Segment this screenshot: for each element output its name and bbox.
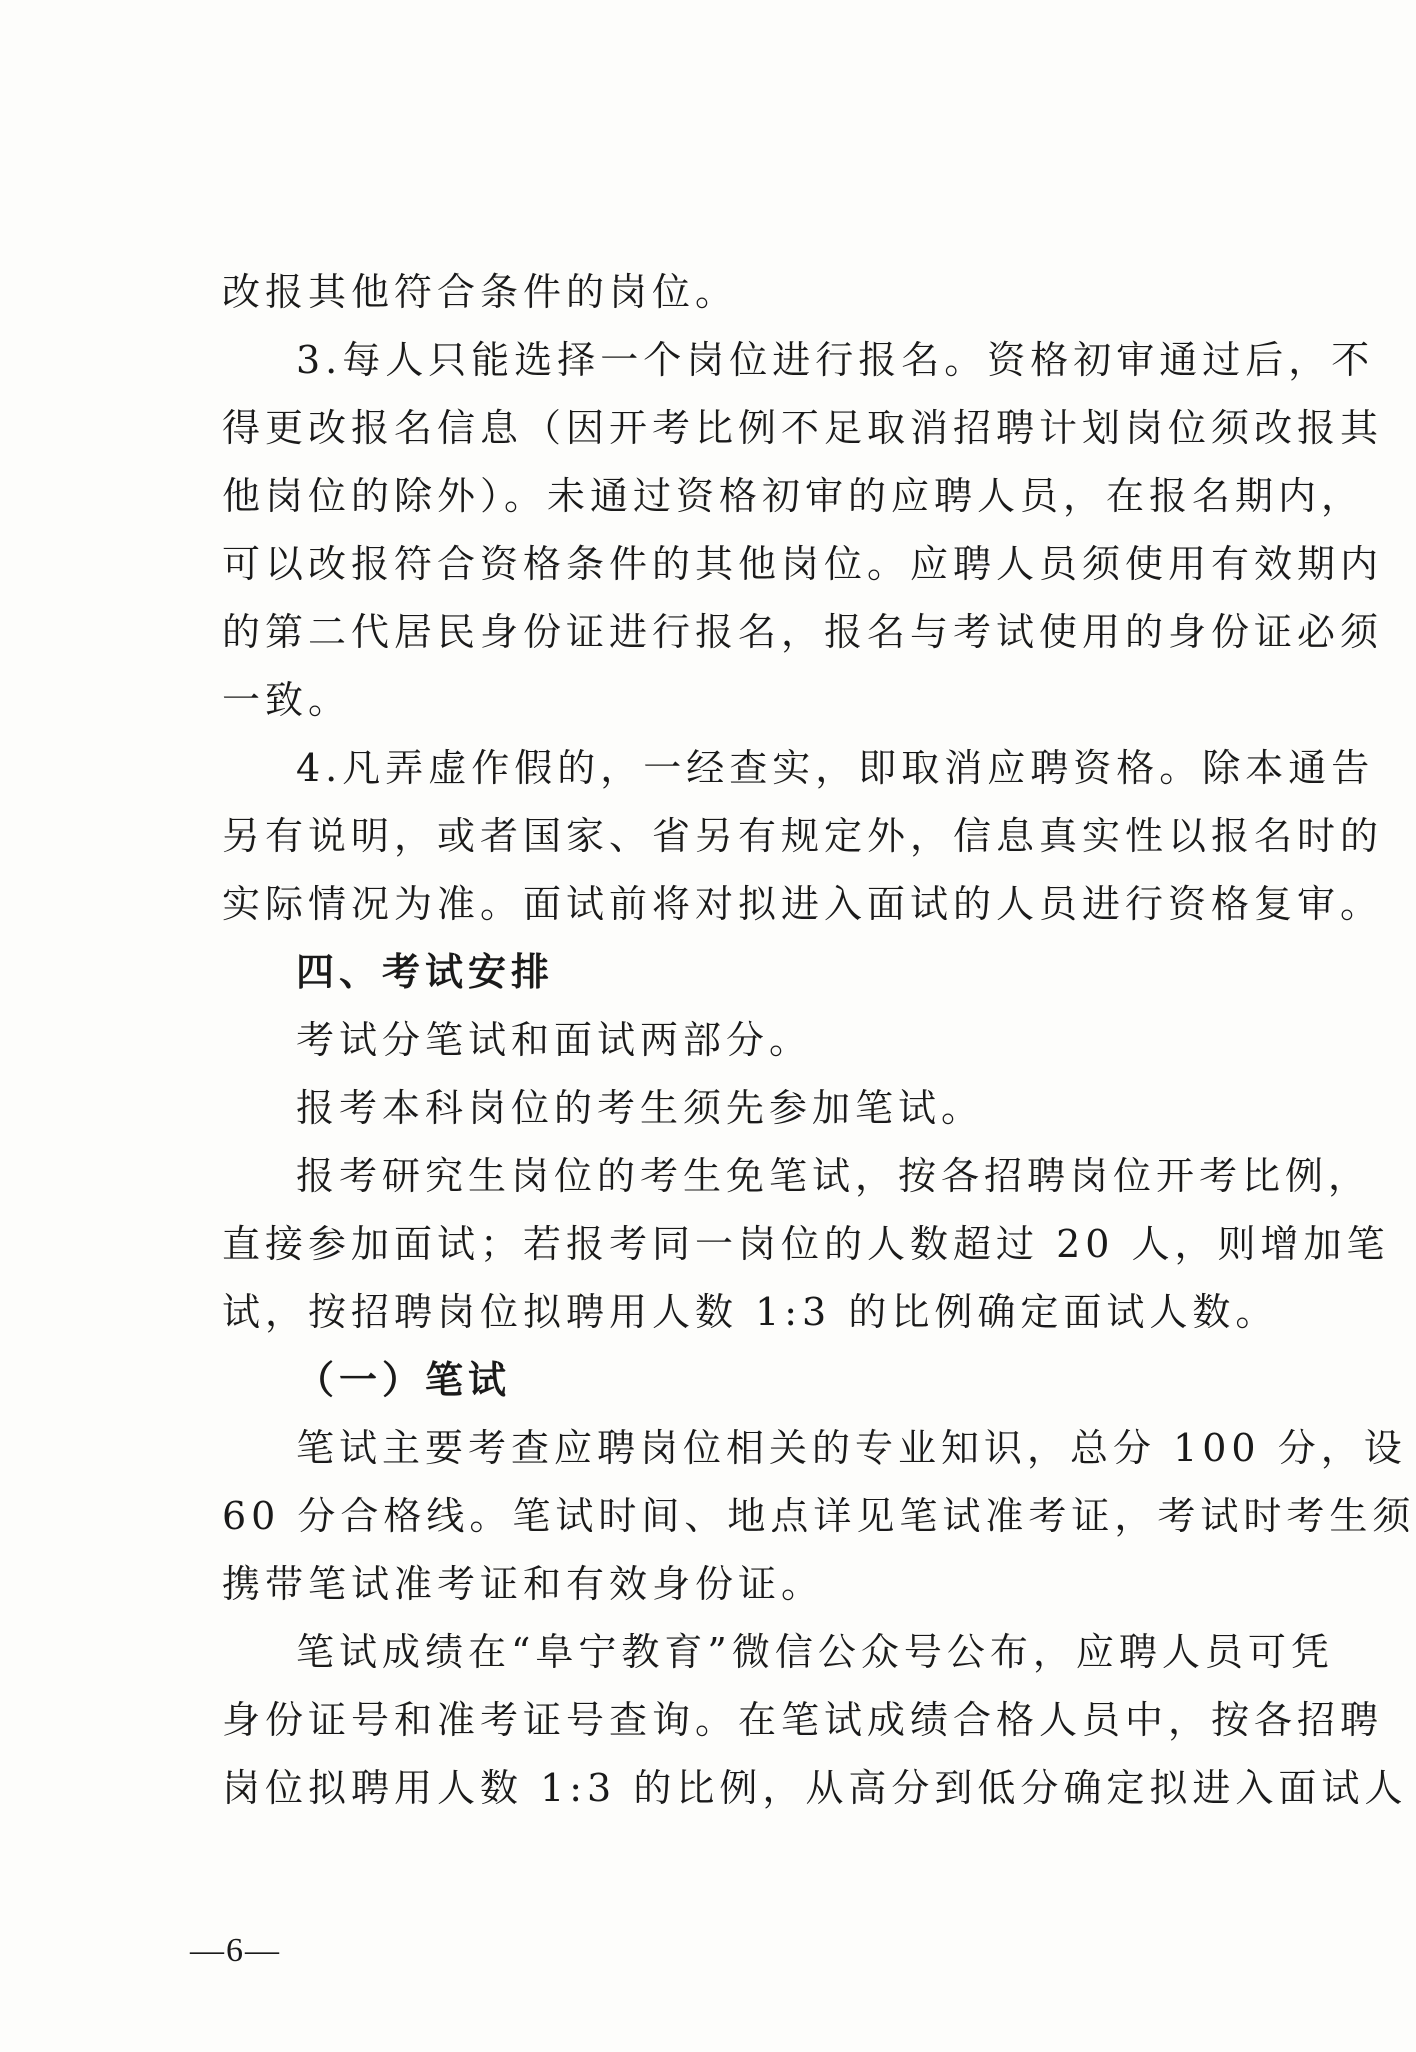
paragraph-line: 改报其他符合条件的岗位。 bbox=[222, 270, 739, 314]
paragraph-line: 得更改报名信息（因开考比例不足取消招聘计划岗位须改报其 bbox=[222, 406, 1384, 450]
paragraph-line: 笔试主要考查应聘岗位相关的专业知识，总分 100 分，设 bbox=[296, 1426, 1407, 1470]
paragraph-line: 60 分合格线。笔试时间、地点详见笔试准考证，考试时考生须 bbox=[222, 1494, 1416, 1538]
paragraph-line: 4.凡弄虚作假的，一经查实，即取消应聘资格。除本通告 bbox=[296, 746, 1375, 790]
paragraph-line: 试，按招聘岗位拟聘用人数 1:3 的比例确定面试人数。 bbox=[222, 1290, 1279, 1334]
paragraph-line: 考试分笔试和面试两部分。 bbox=[296, 1018, 813, 1062]
subsection-heading: （一）笔试 bbox=[296, 1357, 512, 1402]
page-number: —6— bbox=[190, 1932, 281, 1969]
paragraph-line: 直接参加面试；若报考同一岗位的人数超过 20 人，则增加笔 bbox=[222, 1222, 1390, 1266]
paragraph-line: 笔试成绩在“阜宁教育”微信公众号公布，应聘人员可凭 bbox=[296, 1630, 1334, 1674]
section-heading: 四、考试安排 bbox=[296, 950, 555, 994]
paragraph-line: 可以改报符合资格条件的其他岗位。应聘人员须使用有效期内 bbox=[222, 542, 1384, 586]
paragraph-line: 身份证号和准考证号查询。在笔试成绩合格人员中，按各招聘 bbox=[222, 1698, 1384, 1742]
paragraph-line: 报考研究生岗位的考生免笔试，按各招聘岗位开考比例， bbox=[296, 1154, 1372, 1198]
paragraph-line: 实际情况为准。面试前将对拟进入面试的人员进行资格复审。 bbox=[222, 882, 1384, 926]
document-body bbox=[222, 258, 1416, 1822]
paragraph-line: 另有说明，或者国家、省另有规定外，信息真实性以报名时的 bbox=[222, 814, 1384, 858]
paragraph-line: 携带笔试准考证和有效身份证。 bbox=[222, 1562, 825, 1606]
paragraph-line: 报考本科岗位的考生须先参加笔试。 bbox=[296, 1086, 985, 1130]
paragraph-line: 一致。 bbox=[222, 678, 352, 722]
paragraph-line: 他岗位的除外）。未通过资格初审的应聘人员，在报名期内， bbox=[222, 474, 1365, 518]
paragraph-line: 岗位拟聘用人数 1:3 的比例，从高分到低分确定拟进入面试人 bbox=[222, 1766, 1408, 1810]
paragraph-line: 的第二代居民身份证进行报名，报名与考试使用的身份证必须 bbox=[222, 610, 1384, 654]
paragraph-line: 3.每人只能选择一个岗位进行报名。资格初审通过后，不 bbox=[296, 338, 1375, 382]
